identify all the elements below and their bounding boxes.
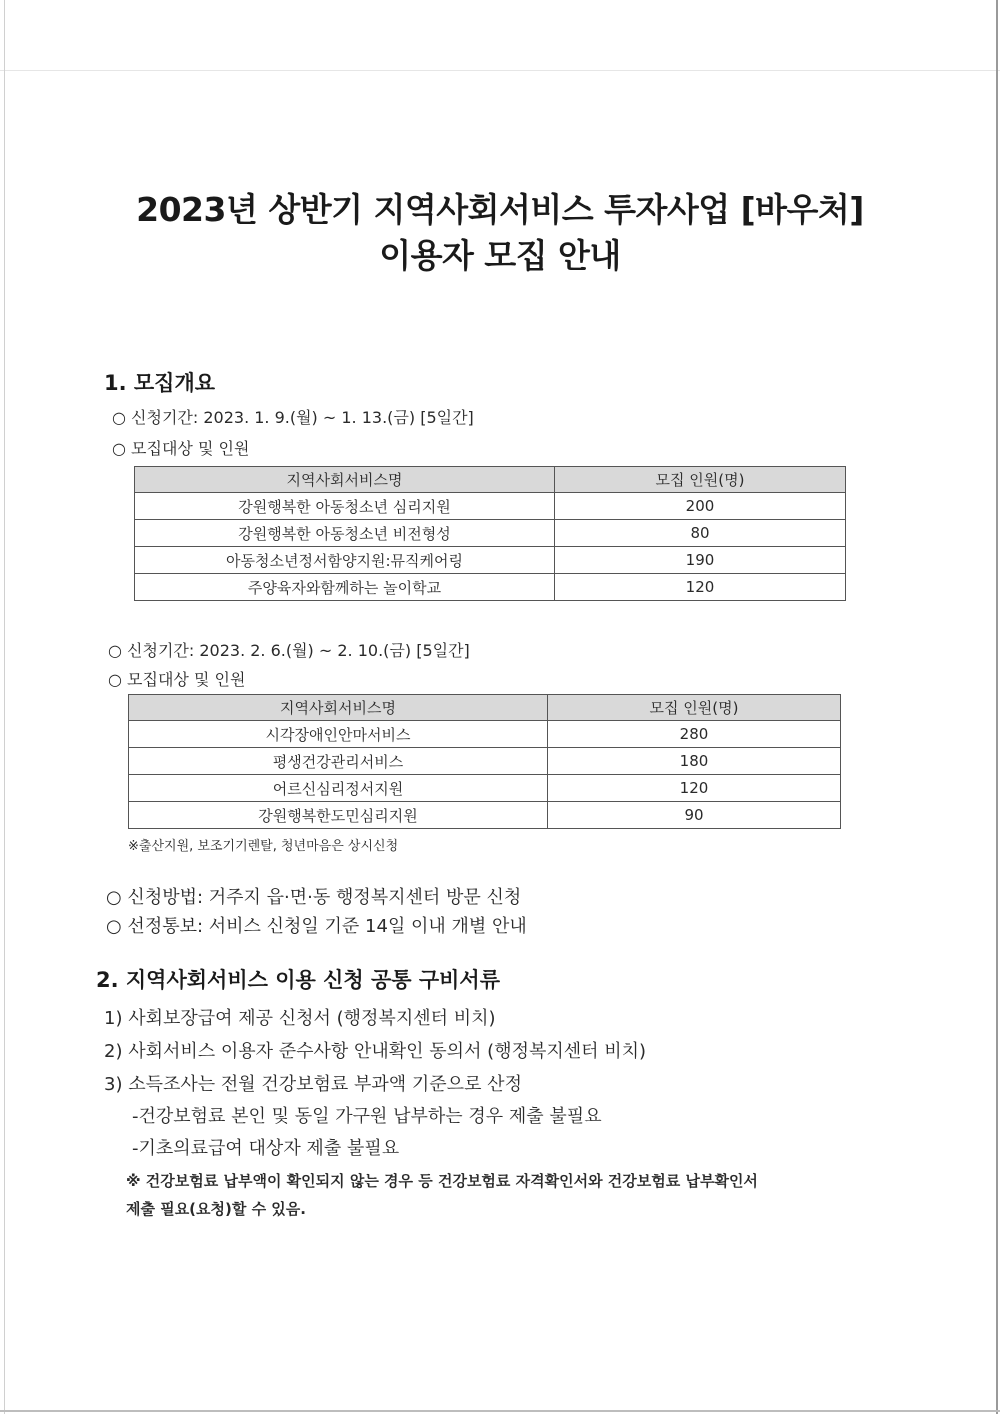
table-header-cell: 지역사회서비스명 bbox=[129, 695, 548, 721]
period2-text: ○ 신청기간: 2023. 2. 6.(월) ~ 2. 10.(금) [5일간] bbox=[108, 641, 470, 660]
table-row bbox=[135, 574, 846, 601]
capacity-cell: 90 bbox=[548, 802, 841, 829]
doc-item-2: 2) 사회서비스 이용자 준수사항 안내확인 동의서 (행정복지센터 비치) bbox=[104, 1041, 647, 1062]
service-table-1 bbox=[134, 466, 846, 601]
doc-sub-2: -기초의료급여 대상자 제출 불필요 bbox=[132, 1138, 400, 1159]
table-row bbox=[129, 775, 841, 802]
service-name-cell: 평생건강관리서비스 bbox=[129, 748, 548, 775]
table-header-row bbox=[129, 695, 841, 721]
table-row bbox=[129, 748, 841, 775]
capacity-cell: 200 bbox=[555, 493, 846, 520]
page-subtitle: 이용자 모집 안내 bbox=[379, 236, 621, 275]
page-title: 2023년 상반기 지역사회서비스 투자사업 [바우처] bbox=[136, 190, 864, 229]
table-row bbox=[135, 493, 846, 520]
service-name-cell: 강원행복한도민심리지원 bbox=[129, 802, 548, 829]
doc-sub-1: -건강보험료 본인 및 동일 가구원 납부하는 경우 제출 불필요 bbox=[132, 1106, 602, 1127]
service-name-cell: 강원행복한 아동청소년 비전형성 bbox=[135, 520, 555, 547]
doc-item-1: 1) 사회보장급여 제공 신청서 (행정복지센터 비치) bbox=[104, 1008, 496, 1029]
capacity-cell: 120 bbox=[555, 574, 846, 601]
table-row bbox=[129, 721, 841, 748]
doc-note-line-1: ※ 건강보험료 납부액이 확인되지 않는 경우 등 건강보험료 자격확인서와 건강보험료 납부확인서 bbox=[126, 1172, 758, 1190]
table-header-cell: 모집 인원(명) bbox=[548, 695, 841, 721]
service-table-2 bbox=[128, 694, 841, 829]
service-name-cell: 시각장애인안마서비스 bbox=[129, 721, 548, 748]
target2-text: ○ 모집대상 및 인원 bbox=[108, 670, 246, 689]
table-row bbox=[135, 547, 846, 574]
doc-note-line-2: 제출 필요(요청)할 수 있음. bbox=[126, 1200, 306, 1218]
service-name-cell: 아동청소년정서함양지원:뮤직케어링 bbox=[135, 547, 555, 574]
period1-text: ○ 신청기간: 2023. 1. 9.(월) ~ 1. 13.(금) [5일간] bbox=[112, 408, 474, 427]
method-text: ○ 신청방법: 거주지 읍·면·동 행정복지센터 방문 신청 bbox=[106, 887, 522, 908]
notice-text: ○ 선정통보: 서비스 신청일 기준 14일 이내 개별 안내 bbox=[106, 916, 527, 937]
capacity-cell: 280 bbox=[548, 721, 841, 748]
table-header-cell: 지역사회서비스명 bbox=[135, 467, 555, 493]
capacity-cell: 190 bbox=[555, 547, 846, 574]
capacity-cell: 120 bbox=[548, 775, 841, 802]
capacity-cell: 180 bbox=[548, 748, 841, 775]
section2-heading: 2. 지역사회서비스 이용 신청 공통 구비서류 bbox=[96, 968, 501, 992]
table-row bbox=[135, 520, 846, 547]
service-name-cell: 주양육자와함께하는 놀이학교 bbox=[135, 574, 555, 601]
service-name-cell: 강원행복한 아동청소년 심리지원 bbox=[135, 493, 555, 520]
section1-heading: 1. 모집개요 bbox=[104, 371, 216, 395]
table-note: ※출산지원, 보조기기렌탈, 청년마음은 상시신청 bbox=[128, 839, 399, 854]
table-row bbox=[129, 802, 841, 829]
service-name-cell: 어르신심리정서지원 bbox=[129, 775, 548, 802]
table-header-row bbox=[135, 467, 846, 493]
scan-edge-bottom bbox=[0, 1410, 1000, 1412]
scan-edge-top bbox=[0, 70, 1000, 71]
table-header-cell: 모집 인원(명) bbox=[555, 467, 846, 493]
target1-text: ○ 모집대상 및 인원 bbox=[112, 439, 250, 458]
capacity-cell: 80 bbox=[555, 520, 846, 547]
doc-item-3: 3) 소득조사는 전월 건강보험료 부과액 기준으로 산정 bbox=[104, 1074, 522, 1095]
